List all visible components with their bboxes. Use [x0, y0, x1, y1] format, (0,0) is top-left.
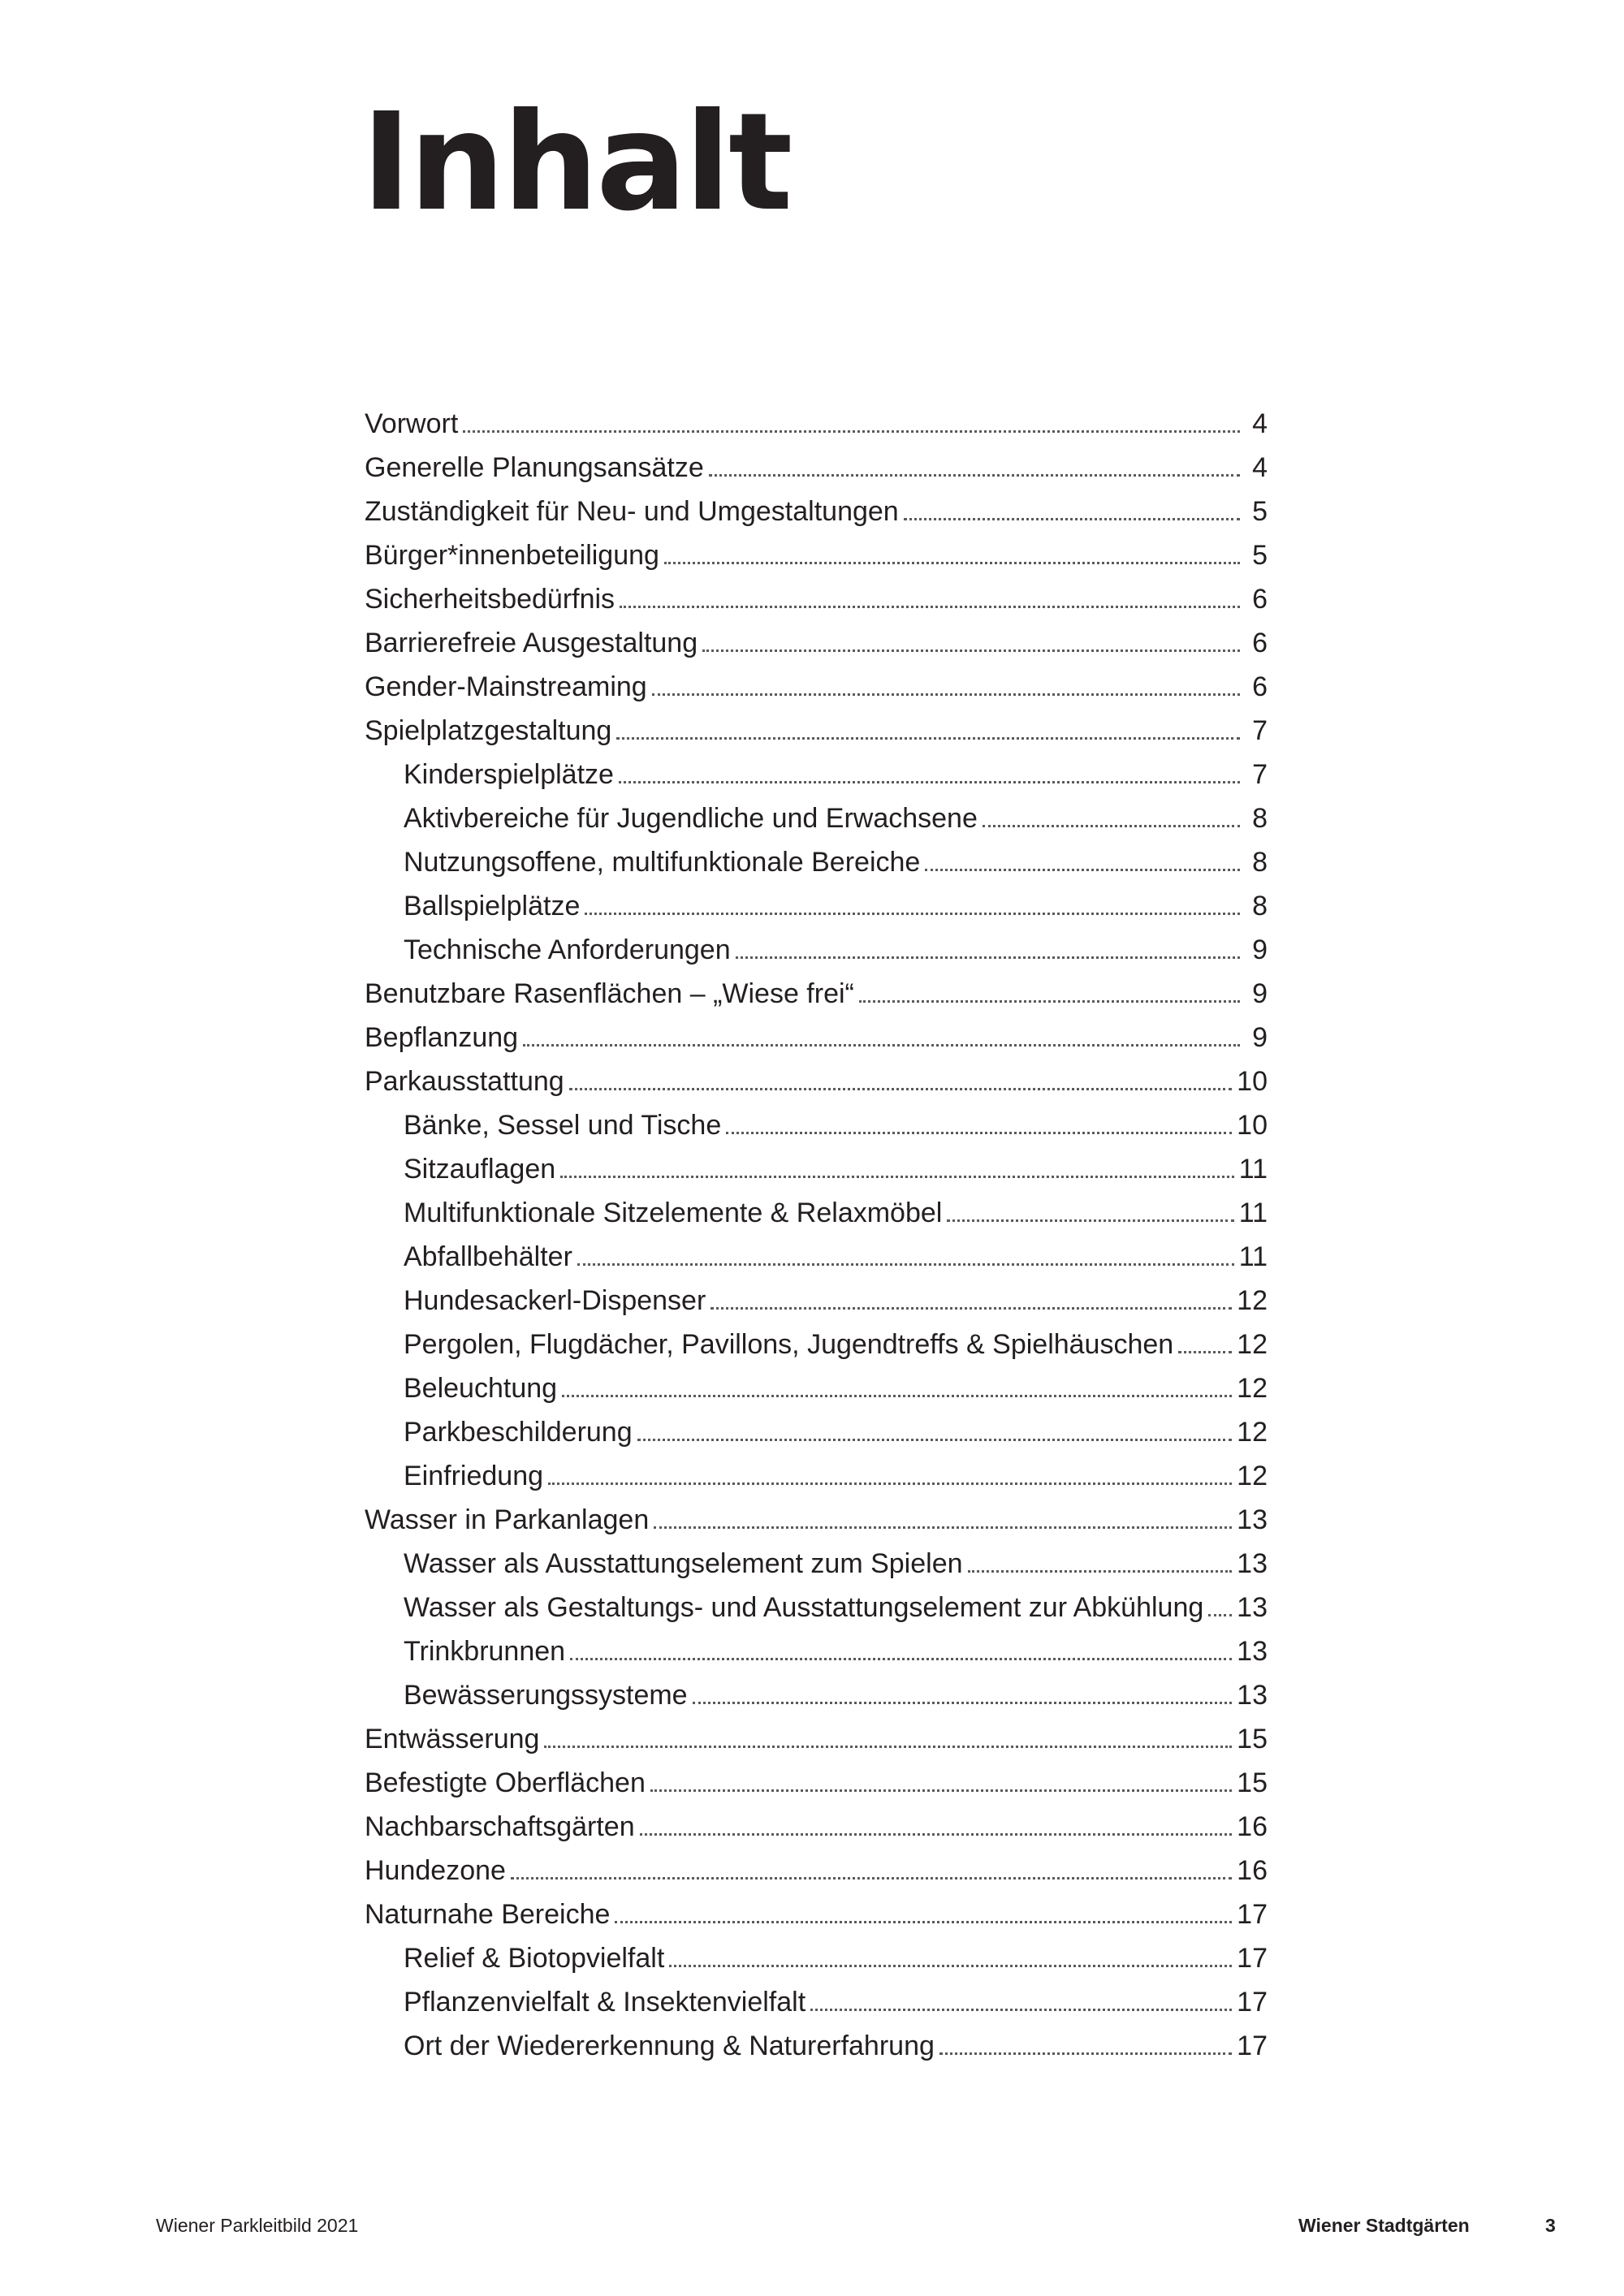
- toc-entry[interactable]: [365, 1892, 1268, 1936]
- page-title: Inhalt: [361, 84, 791, 241]
- toc-entry-page-number: 5: [1252, 540, 1268, 571]
- toc-entry-page-number: 8: [1252, 847, 1268, 878]
- toc-entry-label: Zuständigkeit für Neu- und Umgestaltungen: [365, 496, 899, 527]
- toc-entry-page-number: 17: [1237, 1987, 1268, 2018]
- toc-entry-label: Ballspielplätze: [404, 891, 581, 921]
- toc-entry-label: Entwässerung: [365, 1724, 540, 1754]
- toc-dot-leader: [463, 430, 1240, 433]
- toc-dot-leader: [650, 1789, 1232, 1792]
- toc-dot-leader: [947, 1219, 1233, 1222]
- toc-entry-label: Barrierefreie Ausgestaltung: [365, 628, 698, 658]
- toc-entry-label: Wasser in Parkanlagen: [365, 1504, 650, 1535]
- toc-dot-leader: [562, 1395, 1232, 1397]
- footer-publisher: Wiener Stadtgärten: [1298, 2215, 1470, 2236]
- toc-entry-page-number: 10: [1237, 1110, 1268, 1141]
- toc-entry-page-number: 7: [1252, 759, 1268, 790]
- toc-entry-label: Bewässerungssysteme: [404, 1680, 688, 1711]
- toc-entry[interactable]: [365, 446, 1268, 490]
- toc-dot-leader: [652, 693, 1240, 696]
- toc-dot-leader: [859, 1000, 1240, 1003]
- toc-entry-label: Benutzbare Rasenflächen – „Wiese frei“: [365, 978, 854, 1009]
- toc-dot-leader: [702, 650, 1240, 652]
- toc-subentry[interactable]: [365, 1366, 1268, 1410]
- table-of-contents: [365, 402, 1268, 2068]
- toc-entry-label: Pflanzenvielfalt & Insektenvielfalt: [404, 1987, 806, 2018]
- toc-entry[interactable]: [365, 1717, 1268, 1761]
- toc-entry-page-number: 6: [1252, 584, 1268, 615]
- toc-dot-leader: [904, 518, 1240, 520]
- toc-subentry[interactable]: [365, 1629, 1268, 1673]
- toc-entry-label: Bänke, Sessel und Tische: [404, 1110, 722, 1141]
- toc-entry-label: Ort der Wiedererkennung & Naturerfahrung: [404, 2031, 935, 2061]
- toc-subentry[interactable]: [365, 1410, 1268, 1454]
- toc-entry-page-number: 7: [1252, 715, 1268, 746]
- toc-entry-page-number: 4: [1252, 452, 1268, 483]
- toc-entry-label: Vorwort: [365, 408, 459, 439]
- toc-entry-page-number: 15: [1237, 1724, 1268, 1754]
- toc-dot-leader: [925, 869, 1240, 871]
- toc-subentry[interactable]: [365, 1980, 1268, 2024]
- toc-entry-page-number: 13: [1237, 1504, 1268, 1535]
- toc-dot-leader: [570, 1658, 1232, 1660]
- toc-dot-leader: [968, 1570, 1233, 1573]
- toc-subentry[interactable]: [365, 1279, 1268, 1323]
- toc-dot-leader: [577, 1263, 1234, 1266]
- toc-entry-label: Wasser als Gestaltungs- und Ausstattungselement zur Abkühlung: [404, 1592, 1204, 1623]
- toc-entry-page-number: 16: [1237, 1855, 1268, 1886]
- toc-subentry[interactable]: [365, 1673, 1268, 1717]
- toc-entry[interactable]: [365, 972, 1268, 1016]
- toc-entry-label: Relief & Biotopvielfalt: [404, 1943, 665, 1974]
- toc-entry[interactable]: [365, 1060, 1268, 1103]
- toc-entry-page-number: 11: [1238, 1154, 1268, 1185]
- toc-entry-label: Parkbeschilderung: [404, 1417, 633, 1448]
- toc-entry-label: Kinderspielplätze: [404, 759, 614, 790]
- toc-subentry[interactable]: [365, 1103, 1268, 1147]
- toc-dot-leader: [637, 1439, 1233, 1441]
- toc-dot-leader: [669, 1965, 1232, 1967]
- toc-entry-page-number: 12: [1237, 1373, 1268, 1404]
- toc-entry-page-number: 5: [1252, 496, 1268, 527]
- toc-dot-leader: [736, 956, 1240, 959]
- toc-subentry[interactable]: [365, 1586, 1268, 1629]
- toc-entry-label: Trinkbrunnen: [404, 1636, 566, 1667]
- footer-publication-title: Wiener Parkleitbild 2021: [156, 2215, 359, 2236]
- toc-dot-leader: [619, 781, 1240, 783]
- toc-dot-leader: [616, 737, 1240, 740]
- toc-entry[interactable]: [365, 577, 1268, 621]
- toc-entry-page-number: 6: [1252, 671, 1268, 702]
- toc-subentry[interactable]: [365, 1191, 1268, 1235]
- toc-entry-label: Sicherheitsbedürfnis: [365, 584, 615, 615]
- toc-subentry[interactable]: [365, 1936, 1268, 1980]
- toc-entry-label: Abfallbehälter: [404, 1241, 572, 1272]
- toc-dot-leader: [585, 913, 1240, 915]
- toc-dot-leader: [1208, 1614, 1232, 1616]
- toc-entry-label: Einfriedung: [404, 1461, 544, 1491]
- toc-entry-label: Beleuchtung: [404, 1373, 558, 1404]
- toc-entry-label: Hundesackerl-Dispenser: [404, 1285, 706, 1316]
- toc-entry-page-number: 11: [1238, 1241, 1268, 1272]
- footer-page-number: 3: [1545, 2215, 1556, 2236]
- toc-entry-page-number: 9: [1252, 934, 1268, 965]
- toc-entry-label: Hundezone: [365, 1855, 506, 1886]
- toc-dot-leader: [939, 2052, 1232, 2055]
- toc-entry-label: Aktivbereiche für Jugendliche und Erwachsene: [404, 803, 978, 834]
- toc-entry-label: Parkausstattung: [365, 1066, 564, 1097]
- toc-entry[interactable]: [365, 1849, 1268, 1892]
- toc-entry-page-number: 13: [1237, 1680, 1268, 1711]
- toc-dot-leader: [615, 1921, 1232, 1923]
- toc-entry[interactable]: [365, 1805, 1268, 1849]
- toc-subentry[interactable]: [365, 753, 1268, 796]
- toc-subentry[interactable]: [365, 884, 1268, 928]
- toc-entry-page-number: 9: [1252, 1022, 1268, 1053]
- toc-entry-page-number: 6: [1252, 628, 1268, 658]
- toc-dot-leader: [544, 1746, 1232, 1748]
- toc-dot-leader: [654, 1526, 1232, 1529]
- toc-entry-page-number: 17: [1237, 1943, 1268, 1974]
- toc-entry-page-number: 8: [1252, 891, 1268, 921]
- toc-entry[interactable]: [365, 533, 1268, 577]
- toc-dot-leader: [693, 1702, 1233, 1704]
- toc-entry-label: Generelle Planungsansätze: [365, 452, 704, 483]
- toc-subentry[interactable]: [365, 1542, 1268, 1586]
- toc-dot-leader: [709, 474, 1240, 477]
- toc-subentry[interactable]: [365, 1235, 1268, 1279]
- toc-subentry[interactable]: [365, 1454, 1268, 1498]
- toc-dot-leader: [640, 1833, 1233, 1836]
- toc-dot-leader: [548, 1482, 1232, 1485]
- toc-dot-leader: [1178, 1351, 1232, 1353]
- toc-entry[interactable]: [365, 1761, 1268, 1805]
- toc-subentry[interactable]: [365, 1147, 1268, 1191]
- toc-subentry[interactable]: [365, 2024, 1268, 2068]
- toc-entry[interactable]: [365, 1498, 1268, 1542]
- toc-entry-label: Nachbarschaftsgärten: [365, 1811, 635, 1842]
- toc-entry-page-number: 12: [1237, 1461, 1268, 1491]
- toc-dot-leader: [726, 1132, 1232, 1134]
- toc-entry-label: Bürger*innenbeteiligung: [365, 540, 659, 571]
- toc-entry[interactable]: [365, 402, 1268, 446]
- toc-entry-page-number: 8: [1252, 803, 1268, 834]
- toc-entry-page-number: 12: [1237, 1285, 1268, 1316]
- toc-dot-leader: [710, 1307, 1232, 1310]
- toc-entry-label: Wasser als Ausstattungselement zum Spielen: [404, 1548, 963, 1579]
- toc-entry-label: Multifunktionale Sitzelemente & Relaxmöbel: [404, 1198, 943, 1228]
- toc-subentry[interactable]: [365, 840, 1268, 884]
- toc-entry-page-number: 12: [1237, 1417, 1268, 1448]
- toc-dot-leader: [569, 1088, 1232, 1090]
- toc-entry-label: Gender-Mainstreaming: [365, 671, 647, 702]
- toc-entry-label: Bepflanzung: [365, 1022, 519, 1053]
- toc-entry-page-number: 16: [1237, 1811, 1268, 1842]
- toc-dot-leader: [983, 825, 1240, 827]
- toc-dot-leader: [620, 606, 1240, 608]
- toc-entry-label: Befestigte Oberflächen: [365, 1767, 646, 1798]
- toc-entry-label: Technische Anforderungen: [404, 934, 731, 965]
- toc-entry-page-number: 17: [1237, 2031, 1268, 2061]
- toc-dot-leader: [511, 1877, 1232, 1880]
- toc-entry[interactable]: [365, 1016, 1268, 1060]
- toc-subentry[interactable]: [365, 1323, 1268, 1366]
- toc-subentry[interactable]: [365, 796, 1268, 840]
- toc-dot-leader: [664, 562, 1240, 564]
- toc-entry[interactable]: [365, 490, 1268, 533]
- toc-entry-page-number: 17: [1237, 1899, 1268, 1930]
- toc-entry-page-number: 13: [1237, 1592, 1268, 1623]
- toc-entry-page-number: 10: [1237, 1066, 1268, 1097]
- toc-entry[interactable]: [365, 621, 1268, 665]
- toc-dot-leader: [810, 2009, 1232, 2011]
- toc-entry-label: Naturnahe Bereiche: [365, 1899, 611, 1930]
- toc-entry-label: Nutzungsoffene, multifunktionale Bereiche: [404, 847, 921, 878]
- toc-entry-page-number: 12: [1237, 1329, 1268, 1360]
- toc-entry-page-number: 13: [1237, 1548, 1268, 1579]
- toc-entry-label: Sitzauflagen: [404, 1154, 556, 1185]
- toc-entry-page-number: 9: [1252, 978, 1268, 1009]
- toc-dot-leader: [560, 1176, 1234, 1178]
- toc-entry-page-number: 13: [1237, 1636, 1268, 1667]
- toc-entry[interactable]: [365, 665, 1268, 709]
- toc-entry-page-number: 4: [1252, 408, 1268, 439]
- toc-entry-page-number: 11: [1238, 1198, 1268, 1228]
- toc-entry[interactable]: [365, 709, 1268, 753]
- toc-entry-label: Pergolen, Flugdächer, Pavillons, Jugendtreffs & Spielhäuschen: [404, 1329, 1174, 1360]
- toc-dot-leader: [523, 1044, 1240, 1047]
- toc-subentry[interactable]: [365, 928, 1268, 972]
- toc-entry-label: Spielplatzgestaltung: [365, 715, 612, 746]
- toc-entry-page-number: 15: [1237, 1767, 1268, 1798]
